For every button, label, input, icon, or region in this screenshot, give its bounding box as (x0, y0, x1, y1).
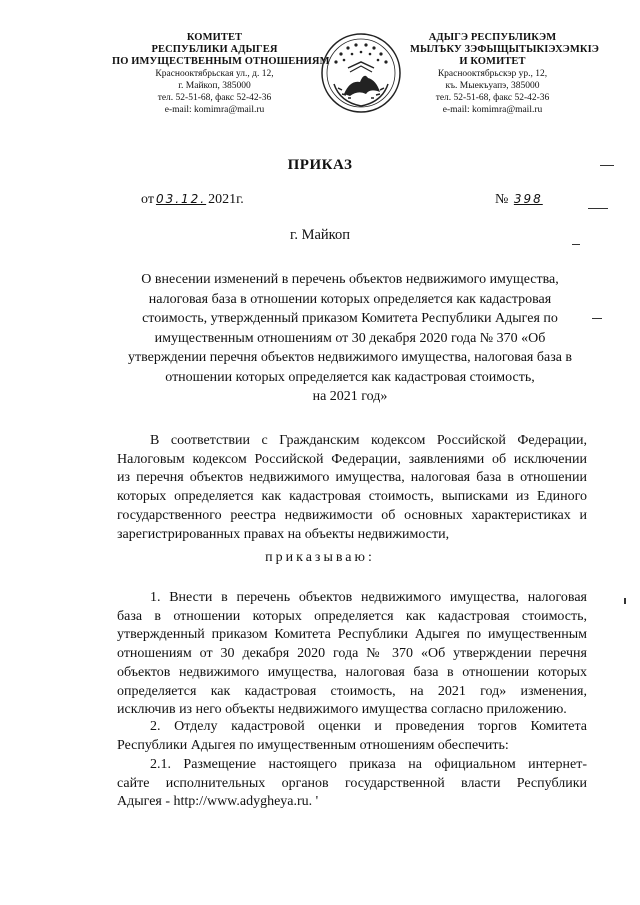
subject-line: утверждении перечня объектов недвижимого имущества, налоговая база в (127, 350, 573, 365)
order-subject (110, 270, 590, 407)
paragraph-line: сайте исполнительных органов государственной власти Республики (117, 775, 587, 791)
paragraph-line: государственного реестра недвижимости об основных характеристиках и (117, 507, 587, 523)
date-year: 2021г. (208, 192, 244, 207)
paragraph-line: Республики Адыгея по имущественным отношениям обеспечить: (117, 737, 509, 753)
header-left-line2: РЕСПУБЛИКИ АДЫГЕЯ (151, 44, 278, 55)
header-right-line3: И КОМИТЕТ (459, 56, 526, 67)
item-1-paragraph (117, 589, 587, 720)
coat-of-arms-icon (320, 32, 402, 114)
subject-line: имущественным отношениям от 30 декабря 2020 года № 370 «Об (154, 330, 546, 346)
order-word: приказываю: (265, 550, 375, 565)
item-2-paragraph (117, 718, 587, 755)
paragraph-line: исключив из него объекты недвижимого имущества согласно приложению. (117, 702, 567, 718)
number-prefix: № (495, 192, 509, 207)
header-right-line2: МЫЛЪКУ ЗЭФЫЩЫТЫКІЭХЭМКІЭ (410, 44, 599, 55)
number-handwritten: 398 (513, 192, 543, 206)
date-handwritten: 03.12. (155, 192, 207, 206)
city: г. Майкоп (290, 227, 350, 243)
paragraph-line: Адыгея - http://www.adygheya.ru. ' (117, 794, 319, 810)
subject-line: на 2021 год» (312, 389, 388, 404)
header-left-line3: ПО ИМУЩЕСТВЕННЫМ ОТНОШЕНИЯМ (112, 56, 330, 67)
scan-mark (588, 208, 608, 209)
subject-line: налоговая база в отношении которых определяется как кадастровая (148, 291, 552, 307)
header-right-line1: АДЫГЭ РЕСПУБЛИКЭМ (428, 32, 557, 43)
scan-mark (592, 318, 602, 319)
paragraph-line: определяется как кадастровая стоимость, на 2021 год» изменения, (117, 683, 587, 699)
header-right-address: Краснооктябрьскэр ур., 12, (437, 69, 548, 79)
scan-mark (624, 598, 626, 604)
header-right-email: e-mail: komimra@mail.ru (442, 105, 543, 115)
paragraph-line: 2.1. Размещение настоящего приказа на официальном интернет- (150, 757, 587, 772)
paragraph-line: которых определяется как кадастровая стоимость, выписками из Единого (117, 489, 587, 505)
header-left-city: г. Майкоп, 385000 (178, 81, 251, 91)
header-right-phone: тел. 52-51-68, факс 52-42-36 (435, 93, 550, 103)
paragraph-line: 2. Отделу кадастровой оценки и проведения торгов Комитета (150, 719, 587, 734)
order-date (141, 192, 244, 208)
header-left (112, 32, 330, 116)
item-2-1-paragraph (117, 756, 587, 812)
subject-line: О внесении изменений в перечень объектов недвижимого имущества, (141, 272, 559, 287)
scan-mark (572, 244, 580, 245)
paragraph-line: 1. Внести в перечень объектов недвижимого имущества, налоговая (150, 590, 587, 605)
paragraph-line: утвержденный приказом Комитета Республики Адыгея по имущественным (117, 627, 587, 643)
paragraph-line: из перечня объектов недвижимого имущества, налоговая база в отношении (117, 470, 587, 486)
header-left-email: e-mail: komimra@mail.ru (164, 105, 265, 115)
header-left-address: Краснооктябрьская ул., д. 12, (155, 69, 274, 79)
header-left-phone: тел. 52-51-68, факс 52-42-36 (157, 93, 272, 103)
header-right-city: къ. Мыекъуапэ, 385000 (445, 81, 540, 91)
date-prefix: от (141, 192, 154, 207)
paragraph-line: Налоговым кодексом Российской Федерации, заявлениями об исключении (117, 451, 587, 467)
scan-mark (600, 165, 614, 166)
subject-line: стоимость, утвержденный приказом Комитета Республики Адыгея по (142, 311, 558, 326)
paragraph-line: зарегистрированных правах на объекты недвижимости, (117, 526, 450, 542)
subject-line: отношении которых определяется как кадастровая стоимость, (165, 369, 535, 385)
header-left-line1: КОМИТЕТ (186, 32, 243, 43)
header-right (410, 32, 599, 116)
paragraph-line: объектов недвижимого имущества, налоговая база в отношении которых (117, 664, 587, 680)
paragraph-line: отношениям от 30 декабря 2020 года № 370 «Об утверждении перечня (117, 646, 587, 662)
preamble-paragraph (117, 432, 587, 544)
paragraph-line: база в отношении которых определяется как кадастровая стоимость, (117, 608, 587, 624)
paragraph-line: В соответствии с Гражданским кодексом Российской Федерации, (150, 433, 587, 448)
document-title: ПРИКАЗ (287, 157, 353, 173)
order-number (495, 192, 545, 208)
